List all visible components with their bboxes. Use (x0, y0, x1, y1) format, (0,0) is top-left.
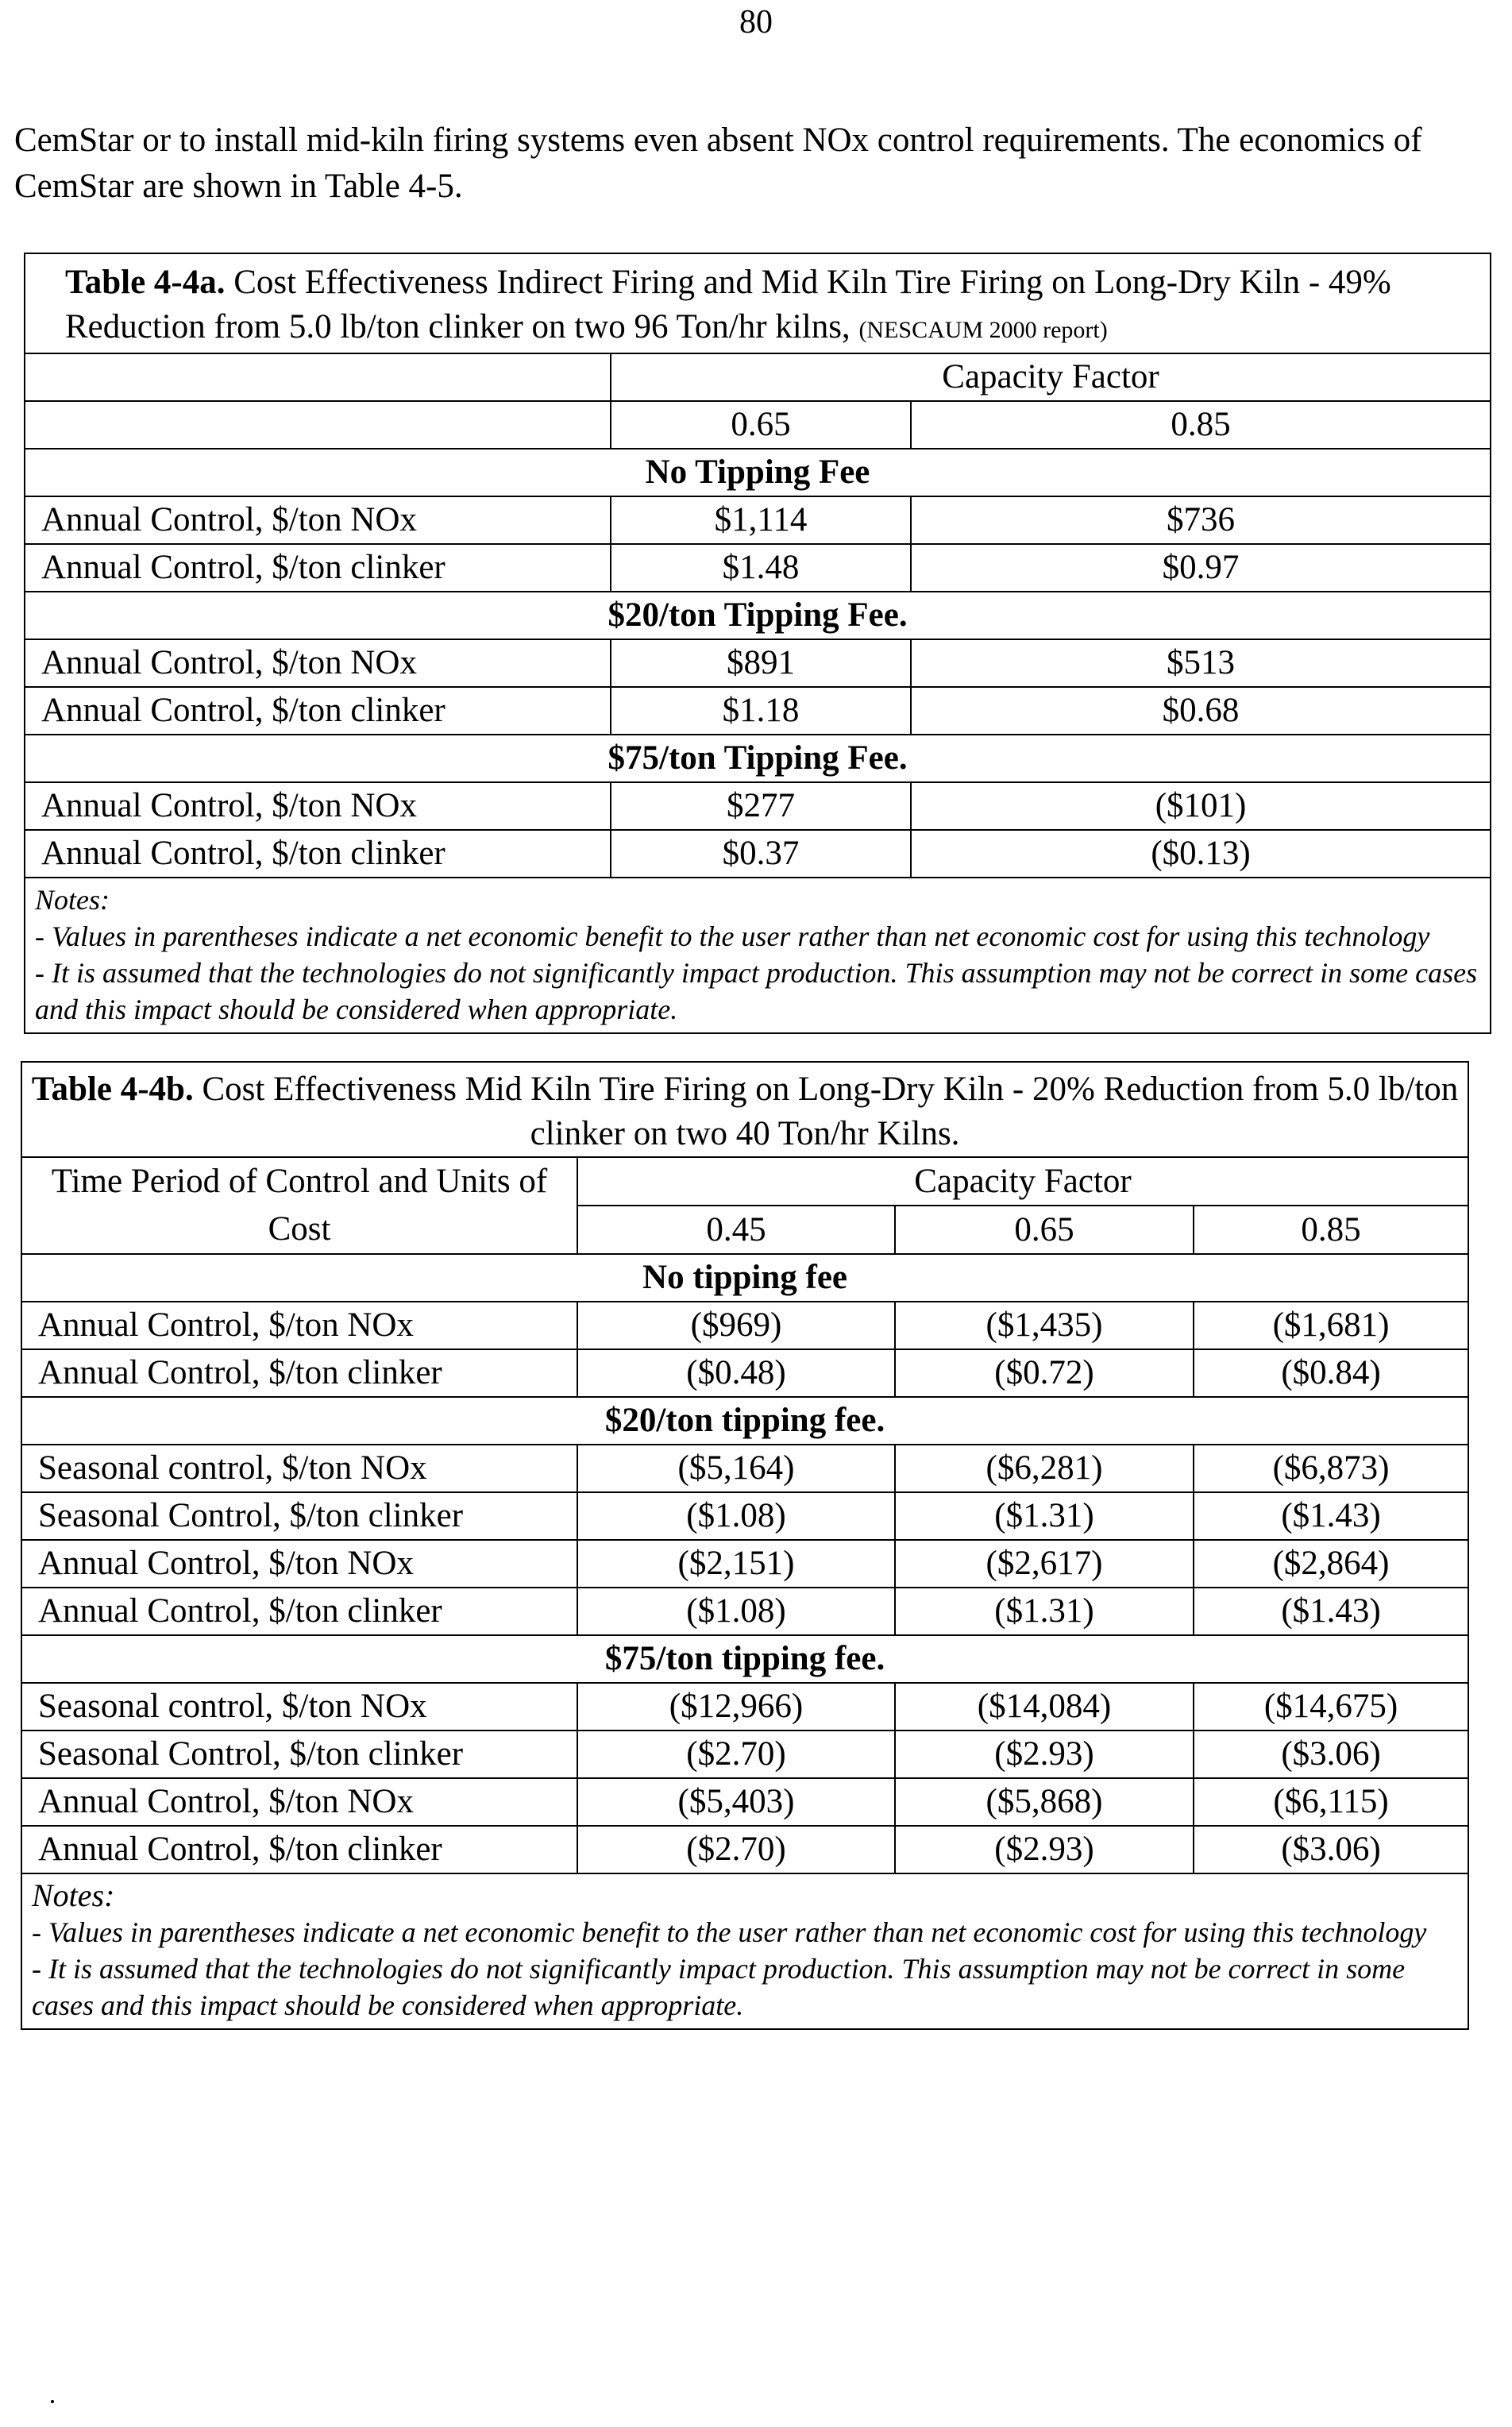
capacity-factor-header: Capacity Factor (577, 1157, 1468, 1206)
factor-header: 0.65 (895, 1206, 1194, 1254)
table-row (25, 830, 1491, 878)
empty-corner-cell (25, 353, 611, 401)
row-label: Annual Control, $/ton clinker (25, 687, 611, 735)
cell-value: $513 (911, 639, 1491, 687)
row-label: Annual Control, $/ton clinker (21, 1826, 577, 1873)
table-4-4b-title: Cost Effectiveness Mid Kiln Tire Firing on Long-Dry Kiln - 20% Reduction from 5.0 lb/ton clinker on two 40 Ton/hr Kilns. (193, 1071, 1459, 1152)
cell-value: $1.18 (611, 687, 911, 735)
note-item: - It is assumed that the technologies do not significantly impact production. This assumption may not be correct in some cases and this impact should be considered when appropriate. (35, 957, 1478, 1025)
table-row (21, 1492, 1468, 1540)
factor-header: 0.65 (611, 401, 911, 449)
cell-value: ($1,435) (895, 1302, 1194, 1349)
table-notes (25, 878, 1491, 1033)
table-row (21, 1778, 1468, 1826)
cell-value: ($0.13) (911, 830, 1491, 878)
stray-mark (51, 2400, 54, 2403)
table-4-4a-label: Table 4-4a. (65, 264, 226, 301)
section-heading: $75/ton tipping fee. (21, 1635, 1468, 1683)
cell-value: ($2.70) (577, 1731, 895, 1778)
cell-value: ($5,868) (895, 1778, 1194, 1826)
notes-title: Notes: (35, 884, 110, 916)
empty-corner-cell (25, 401, 611, 449)
row-label: Annual Control, $/ton NOx (21, 1540, 577, 1588)
row-label: Annual Control, $/ton clinker (25, 544, 611, 592)
table-row (21, 1588, 1468, 1635)
factor-header: 0.85 (911, 401, 1491, 449)
cell-value: ($6,115) (1194, 1778, 1468, 1826)
cell-value: ($1.31) (895, 1492, 1194, 1540)
table-row (25, 639, 1491, 687)
row-label: Annual Control, $/ton NOx (25, 496, 611, 544)
row-label: Seasonal Control, $/ton clinker (21, 1731, 577, 1778)
table-4-4a-source: (NESCAUM 2000 report) (858, 317, 1108, 343)
cell-value: ($1.43) (1194, 1588, 1468, 1635)
note-item: - Values in parentheses indicate a net economic benefit to the user rather than net economic cost for using this technology (32, 1916, 1427, 1948)
cell-value: $1.48 (611, 544, 911, 592)
cell-value: ($5,403) (577, 1778, 895, 1826)
table-4-4b-caption (21, 1062, 1468, 1157)
table-4-4a-title: Cost Effectiveness Indirect Firing and Mid Kiln Tire Firing on Long-Dry Kiln - 49% Reduction from 5.0 lb/ton clinker on two 96 Ton/hr kilns, (65, 264, 1391, 345)
cell-value: ($2,864) (1194, 1540, 1468, 1588)
cell-value: ($5,164) (577, 1445, 895, 1492)
cell-value: ($6,281) (895, 1445, 1194, 1492)
cell-value: ($2.70) (577, 1826, 895, 1873)
table-4-4b (21, 1061, 1469, 2030)
section-heading: No Tipping Fee (25, 449, 1491, 496)
table-4-4a (24, 253, 1491, 1034)
table-row (21, 1731, 1468, 1778)
table-notes (21, 1873, 1468, 2029)
cell-value: ($101) (911, 782, 1491, 830)
row-label: Annual Control, $/ton clinker (21, 1588, 577, 1635)
table-4-4b-label: Table 4-4b. (31, 1071, 194, 1108)
cell-value: ($6,873) (1194, 1445, 1468, 1492)
cell-value: ($2,151) (577, 1540, 895, 1588)
cell-value: ($2.93) (895, 1731, 1194, 1778)
row-label: Seasonal Control, $/ton clinker (21, 1492, 577, 1540)
row-label: Annual Control, $/ton clinker (21, 1349, 577, 1397)
cell-value: $736 (911, 496, 1491, 544)
section-heading: $75/ton Tipping Fee. (25, 735, 1491, 782)
cell-value: ($3.06) (1194, 1731, 1468, 1778)
row-label: Annual Control, $/ton NOx (25, 782, 611, 830)
row-label: Annual Control, $/ton clinker (25, 830, 611, 878)
section-heading: No tipping fee (21, 1254, 1468, 1302)
table-row (25, 687, 1491, 735)
cell-value: ($0.48) (577, 1349, 895, 1397)
row-label: Annual Control, $/ton NOx (25, 639, 611, 687)
row-header-cell: Time Period of Control and Units of Cost (21, 1157, 577, 1254)
cell-value: ($12,966) (577, 1683, 895, 1731)
table-row (21, 1540, 1468, 1588)
cell-value: ($1,681) (1194, 1302, 1468, 1349)
table-row (21, 1826, 1468, 1873)
table-row (25, 782, 1491, 830)
cell-value: $277 (611, 782, 911, 830)
cell-value: ($969) (577, 1302, 895, 1349)
factor-header: 0.85 (1194, 1206, 1468, 1254)
note-item: - Values in parentheses indicate a net economic benefit to the user rather than net economic cost for using this technology (35, 920, 1430, 952)
cell-value: $0.37 (611, 830, 911, 878)
cell-value: ($1.43) (1194, 1492, 1468, 1540)
cell-value: ($1.31) (895, 1588, 1194, 1635)
table-row (21, 1302, 1468, 1349)
row-label: Annual Control, $/ton NOx (21, 1302, 577, 1349)
cell-value: ($14,675) (1194, 1683, 1468, 1731)
factor-header: 0.45 (577, 1206, 895, 1254)
notes-title: Notes: (32, 1877, 115, 1913)
cell-value: $891 (611, 639, 911, 687)
section-heading: $20/ton Tipping Fee. (25, 592, 1491, 639)
row-label: Seasonal control, $/ton NOx (21, 1683, 577, 1731)
cell-value: ($1.08) (577, 1492, 895, 1540)
cell-value: $0.97 (911, 544, 1491, 592)
page-number: 80 (739, 4, 773, 41)
cell-value: ($2.93) (895, 1826, 1194, 1873)
cell-value: ($1.08) (577, 1588, 895, 1635)
row-label: Seasonal control, $/ton NOx (21, 1445, 577, 1492)
cell-value: ($0.84) (1194, 1349, 1468, 1397)
note-item: - It is assumed that the technologies do not significantly impact production. This assumption may not be correct in some cases and this impact should be considered when appropriate. (32, 1953, 1406, 2021)
cell-value: $0.68 (911, 687, 1491, 735)
intro-paragraph: CemStar or to install mid-kiln firing systems even absent NOx control requirements. The economics of CemStar are shown in Table 4-5. (14, 122, 1422, 205)
table-row (21, 1445, 1468, 1492)
cell-value: $1,114 (611, 496, 911, 544)
row-label: Annual Control, $/ton NOx (21, 1778, 577, 1826)
table-4-4a-caption (25, 253, 1491, 353)
table-row (25, 544, 1491, 592)
cell-value: ($3.06) (1194, 1826, 1468, 1873)
table-row (21, 1349, 1468, 1397)
table-row (25, 496, 1491, 544)
section-heading: $20/ton tipping fee. (21, 1397, 1468, 1445)
table-row (21, 1683, 1468, 1731)
capacity-factor-header: Capacity Factor (611, 353, 1491, 401)
cell-value: ($14,084) (895, 1683, 1194, 1731)
cell-value: ($2,617) (895, 1540, 1194, 1588)
cell-value: ($0.72) (895, 1349, 1194, 1397)
